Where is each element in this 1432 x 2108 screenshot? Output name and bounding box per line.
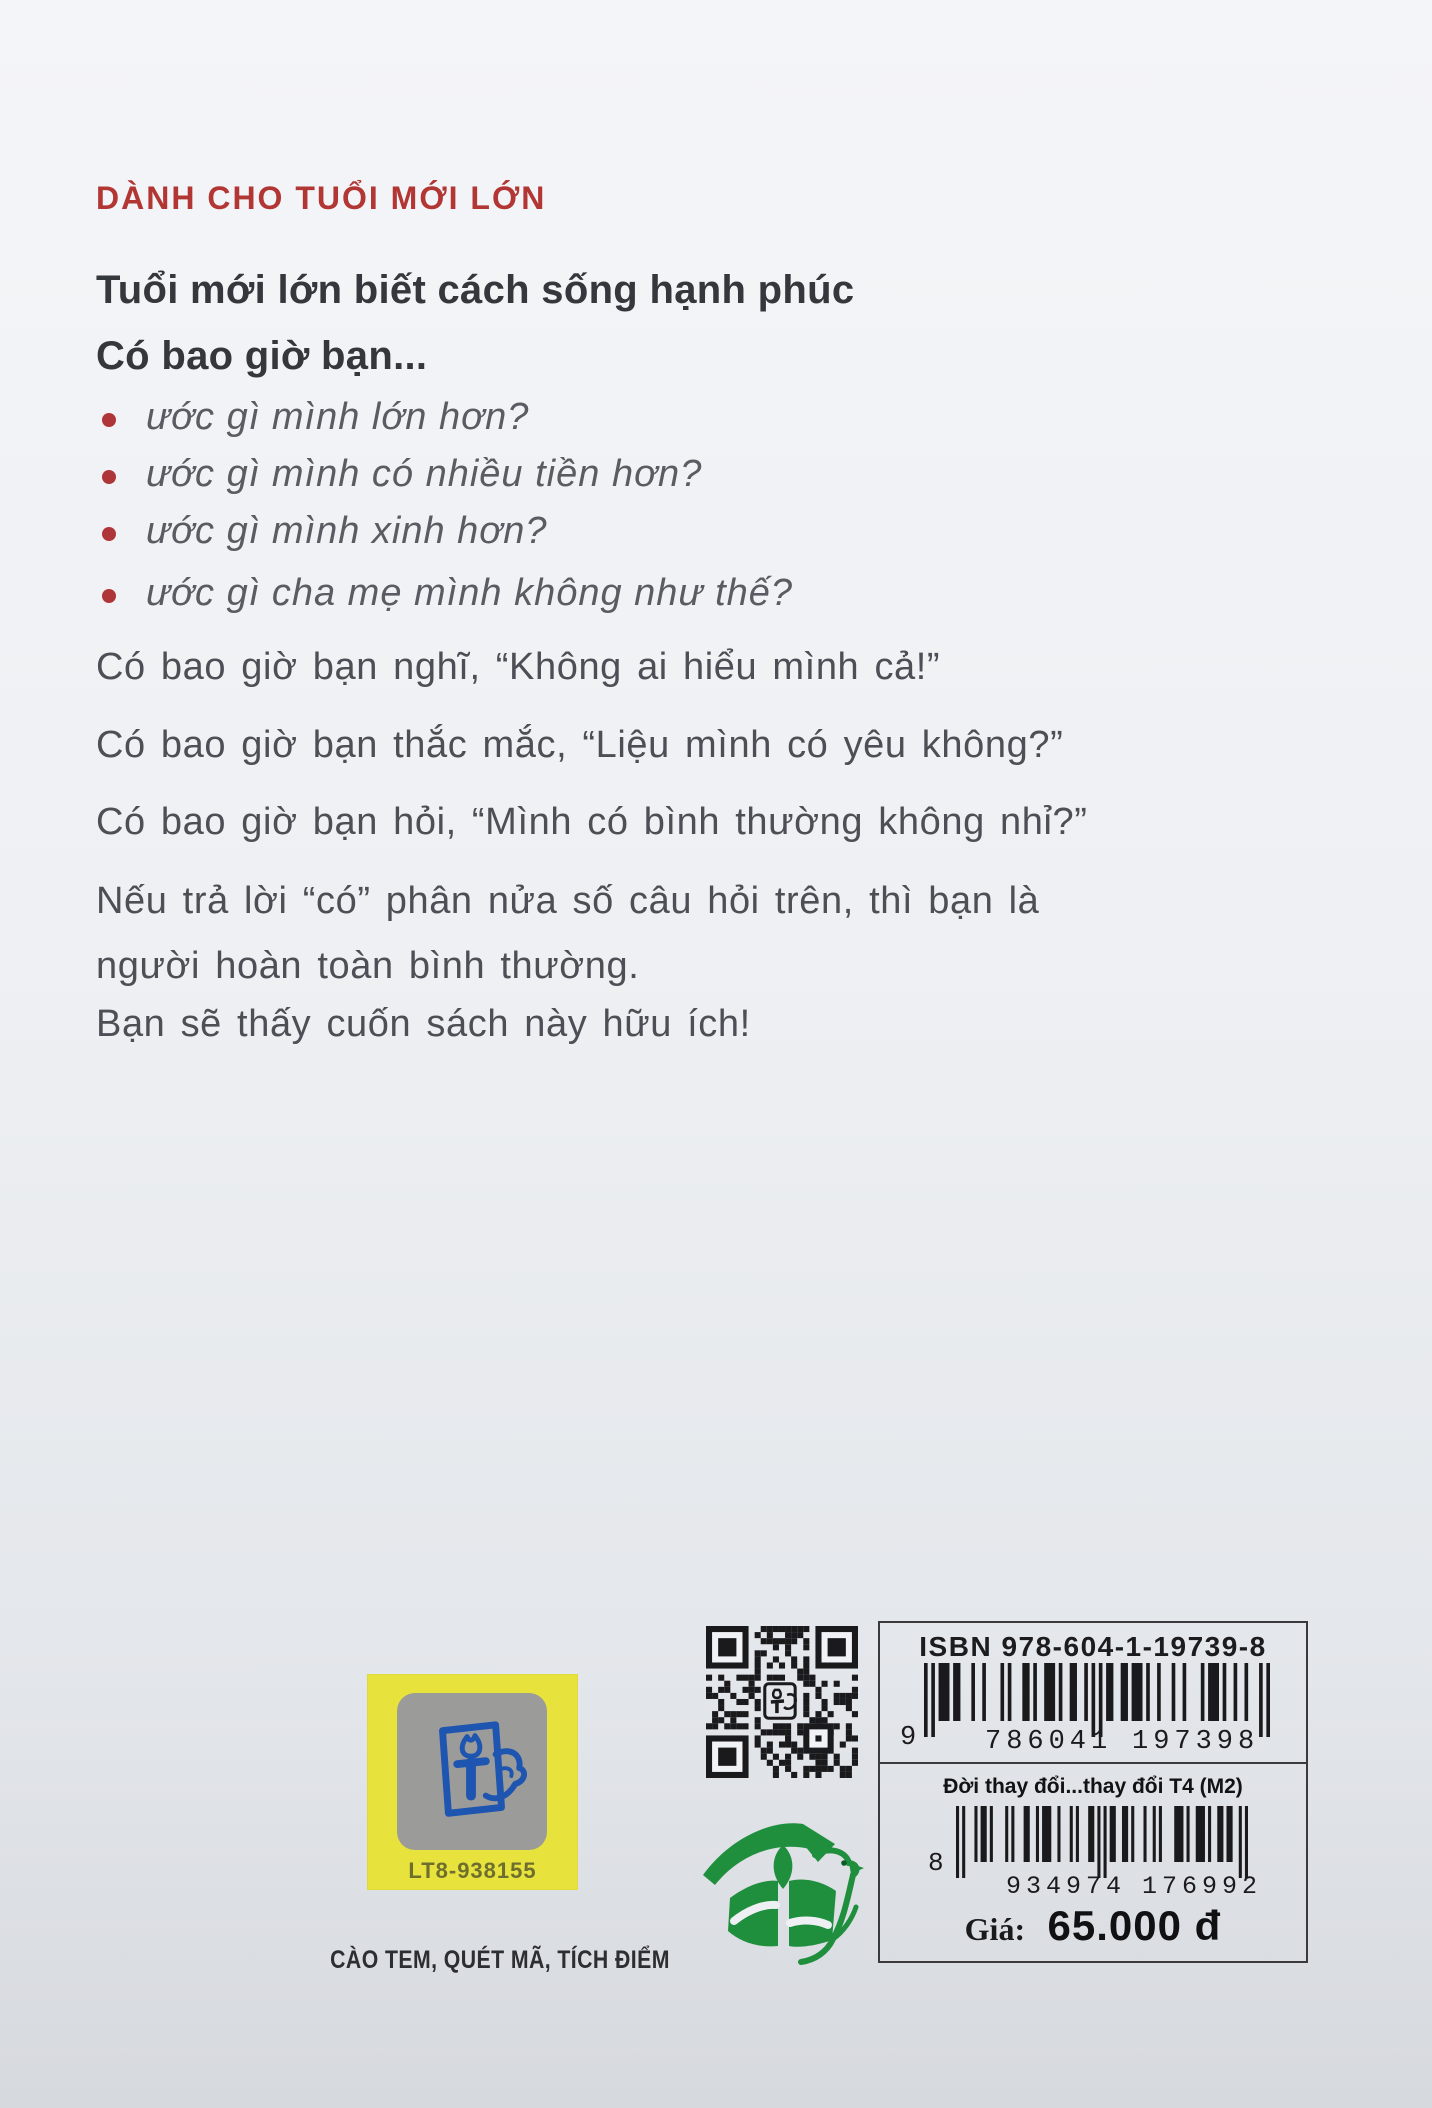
intro-subtitle: Có bao giờ bạn... — [96, 334, 428, 378]
question-paragraph: Có bao giờ bạn thắc mắc, “Liệu mình có yêu không?” — [96, 724, 1064, 766]
loyalty-stamp — [367, 1674, 578, 1890]
product-barcode — [956, 1806, 1248, 1878]
bullet-dot-icon — [102, 527, 116, 541]
torch-dove-icon — [413, 1713, 531, 1831]
ean-left-digit: 9 — [900, 1723, 922, 1753]
ean-group2: 176992 — [1142, 1872, 1263, 1901]
product-box — [878, 1762, 1308, 1963]
ean-group1: 934974 — [1006, 1872, 1127, 1901]
stamp-inner-panel — [397, 1693, 547, 1850]
isbn-barcode — [924, 1663, 1270, 1737]
price-label: Giá: — [964, 1911, 1026, 1947]
closing-paragraph-line: Bạn sẽ thấy cuốn sách này hữu ích! — [96, 1003, 751, 1045]
qr-code — [706, 1626, 858, 1778]
ean-group1: 786041 — [985, 1727, 1113, 1757]
wish-item-label: ước gì mình xinh hơn? — [146, 510, 548, 552]
ean-group2: 197398 — [1132, 1727, 1260, 1757]
price-value: 65.000 đ — [1047, 1902, 1222, 1949]
bullet-dot-icon — [102, 589, 116, 603]
wish-item-label: ước gì mình lớn hơn? — [146, 396, 530, 438]
intro-title: Tuổi mới lớn biết cách sống hạnh phúc — [96, 268, 855, 312]
bullet-dot-icon — [102, 470, 116, 484]
product-title: Đời thay đổi...thay đổi T4 (M2) — [943, 1775, 1243, 1798]
wish-item-label: ước gì cha mẹ mình không như thế? — [146, 572, 794, 614]
closing-paragraph-line: người hoàn toàn bình thường. — [96, 945, 640, 987]
scratch-instruction: CÀO TEM, QUÉT MÃ, TÍCH ĐIỂM — [330, 1946, 670, 1974]
closing-paragraph-line: Nếu trả lời “có” phân nửa số câu hỏi trên, thì bạn là — [96, 880, 1040, 922]
isbn-box — [878, 1621, 1308, 1764]
publisher-logo-icon — [697, 1810, 869, 1972]
wish-item — [102, 572, 793, 615]
wish-item — [102, 453, 702, 496]
bullet-dot-icon — [102, 413, 116, 427]
ean-left-digit: 8 — [928, 1848, 949, 1878]
price-row — [880, 1902, 1306, 1950]
audience-tagline: DÀNH CHO TUỔI MỚI LỚN — [96, 180, 547, 216]
wish-item — [102, 510, 548, 553]
wish-item-label: ước gì mình có nhiều tiền hơn? — [146, 453, 703, 495]
question-paragraph: Có bao giờ bạn hỏi, “Mình có bình thường không nhỉ?” — [96, 801, 1088, 843]
wish-item — [102, 396, 529, 439]
isbn-label: ISBN 978-604-1-19739-8 — [919, 1631, 1267, 1662]
stamp-code: LT8-938155 — [408, 1858, 537, 1883]
question-paragraph: Có bao giờ bạn nghĩ, “Không ai hiểu mình cả!” — [96, 646, 941, 688]
